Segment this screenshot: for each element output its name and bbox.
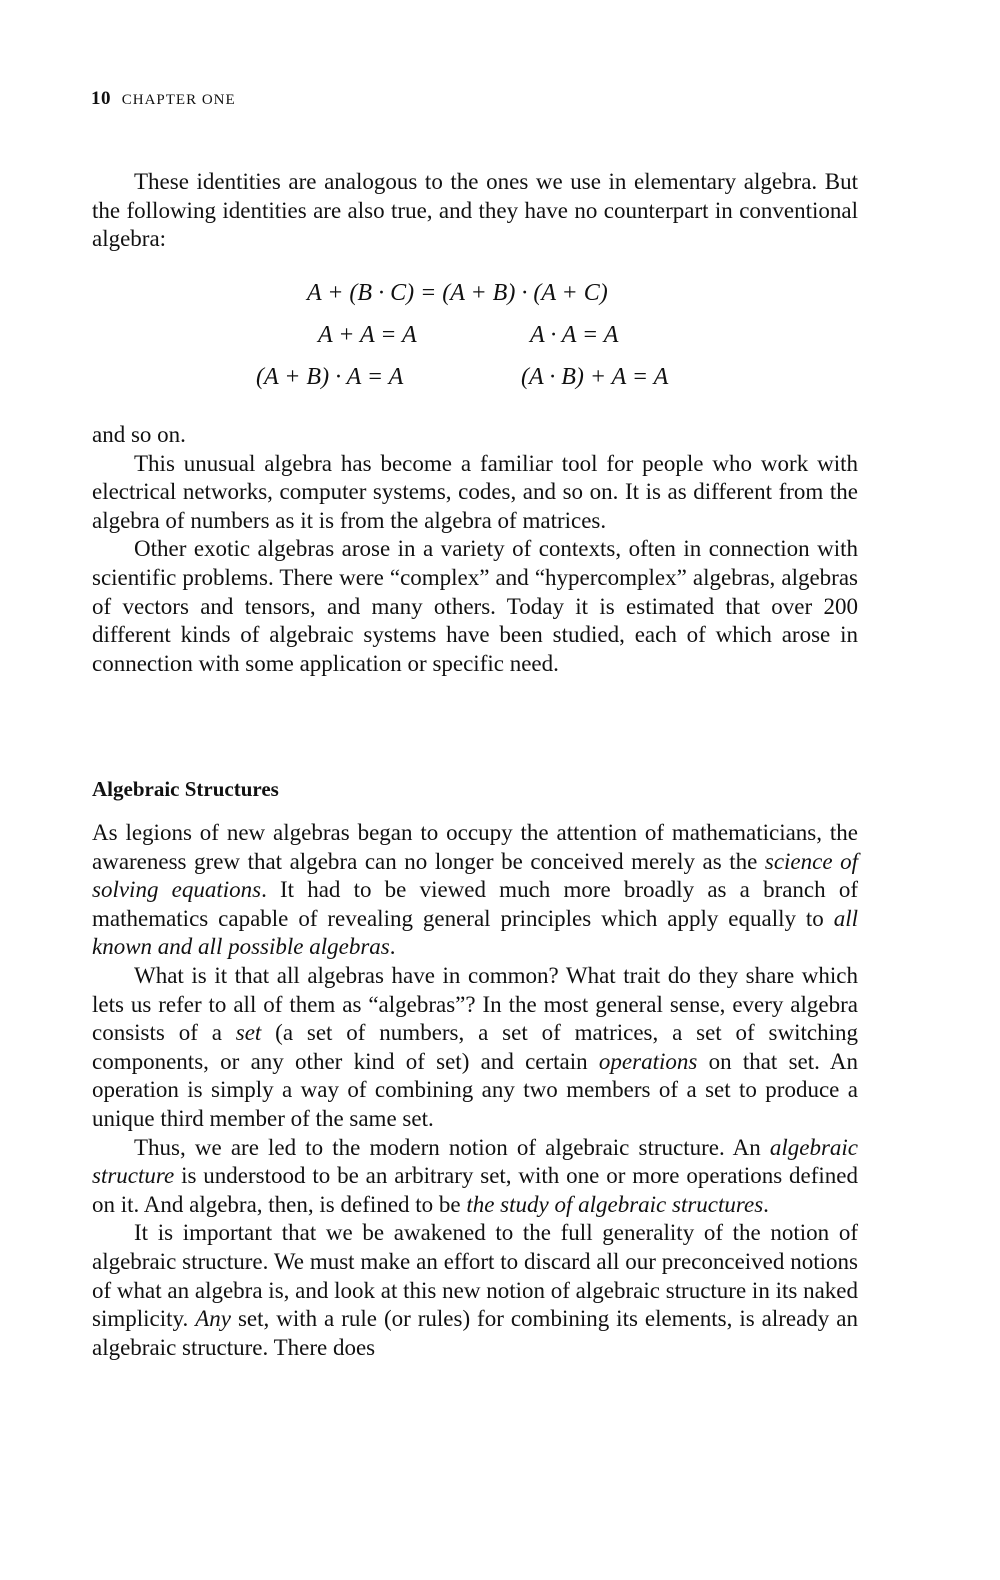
body-text-1 [92, 421, 858, 678]
paragraph-common-trait: What is it that all algebras have in common? What trait do they share which lets us refer to all of them as “algebras”? In the most general sense, every algebra consists of a set (a set of numbers, a set of matrices, a set of switching components, or any other kind of set) and certain operations on that set. An operation is simply a way of combining any two members of a set to produce a unique third member of the same set. [92, 962, 858, 1131]
section-heading: Algebraic Structures [92, 777, 279, 801]
page-number: 10 [91, 88, 111, 109]
paragraph-modern-notion: Thus, we are led to the modern notion of algebraic structure. An algebraic structure is understood to be an arbitrary set, with one or more operations defined on it. And algebra, then, is defined to be the study of algebraic structures. [92, 1134, 858, 1217]
paragraph-legions: As legions of new algebras began to occupy the attention of mathematicians, the awareness grew that algebra can no longer be conceived merely as the science of solving equations. It had to be viewed much more broadly as a branch of mathematics capable of revealing general principles which apply equally to all known and all possible algebras. [92, 820, 858, 960]
equation-absorption-1: (A + B) · A = A [256, 364, 404, 390]
equation-idempotent-product: A · A = A [530, 322, 619, 348]
running-head [91, 88, 236, 110]
paragraph-and-so-on: and so on. [92, 422, 186, 447]
paragraph-unusual-algebra: This unusual algebra has become a familiar tool for people who work with electrical networks, computer systems, codes, and so on. It is as different from the algebra of numbers as it is from the algebra of matrices. [92, 450, 858, 533]
intro-paragraph: These identities are analogous to the ones we use in elementary algebra. But the following identities are also true, and they have no counterpart in conventional algebra: [92, 169, 858, 252]
intro-text [92, 168, 858, 254]
chapter-title: CHAPTER ONE [121, 92, 236, 108]
body-text-2 [92, 819, 858, 1362]
equation-distributive: A + (B · C) = (A + B) · (A + C) [307, 280, 608, 306]
paragraph-exotic-algebras: Other exotic algebras arose in a variety of contexts, often in connection with scientific problems. There were “complex” and “hypercomplex” algebras, algebras of vectors and tensors, and many others. Today it is estimated that over 200 different kinds of algebraic systems have been studied, each of which arose in connection with some application or specific need. [92, 536, 858, 676]
equation-absorption-2: (A · B) + A = A [521, 364, 669, 390]
paragraph-generality: It is important that we be awakened to the full generality of the notion of algebraic structure. We must make an effort to discard all our preconceived notions of what an algebra is, and look at this new notion of algebraic structure in its naked simplicity. Any set, with a rule (or rules) for combining its elements, is already an algebraic structure. There does [92, 1220, 858, 1360]
equation-idempotent-sum: A + A = A [318, 322, 417, 348]
